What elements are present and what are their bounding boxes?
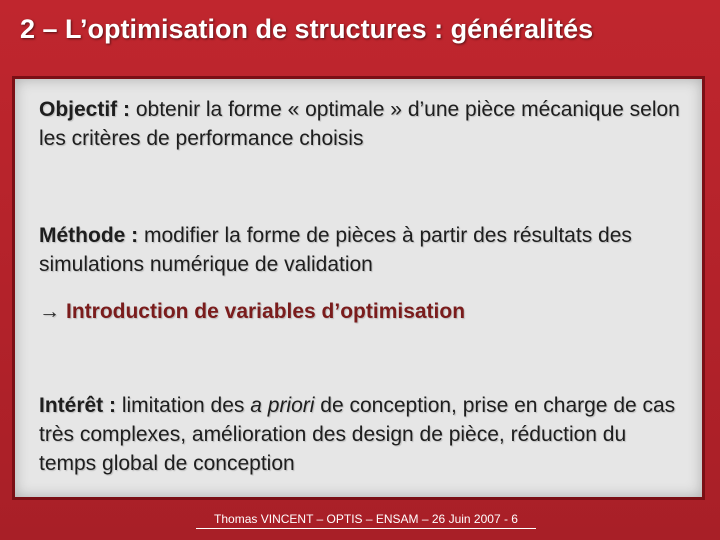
objectif-paragraph <box>39 95 689 153</box>
content-panel <box>12 76 705 500</box>
introduction-text: Introduction de variables d’optimisation <box>66 300 466 323</box>
objectif-label: Objectif : <box>39 98 131 121</box>
objectif-text: obtenir la forme « optimale » d’une pièce mécanique selon les critères de performance choisis <box>39 98 680 150</box>
interet-paragraph <box>39 391 689 478</box>
methode-label: Méthode : <box>39 224 139 247</box>
slide-title: 2 – L’optimisation de structures : généralités <box>20 14 594 44</box>
methode-text: modifier la forme de pièces à partir des résultats des simulations numérique de validation <box>39 224 632 276</box>
introduction-line <box>39 297 689 326</box>
interet-text-before: limitation des <box>116 394 251 417</box>
interet-label: Intérêt : <box>39 394 117 417</box>
methode-paragraph <box>39 221 689 279</box>
interet-text-after: de conception, prise en charge de cas très complexes, amélioration des design de pièce, réduction du temps global de conception <box>39 394 676 475</box>
arrow-right-icon: → <box>39 300 60 323</box>
interet-italic: a priori <box>250 394 315 417</box>
slide-footer: Thomas VINCENT – OPTIS – ENSAM – 26 Juin 2007 - 6 <box>196 512 536 529</box>
